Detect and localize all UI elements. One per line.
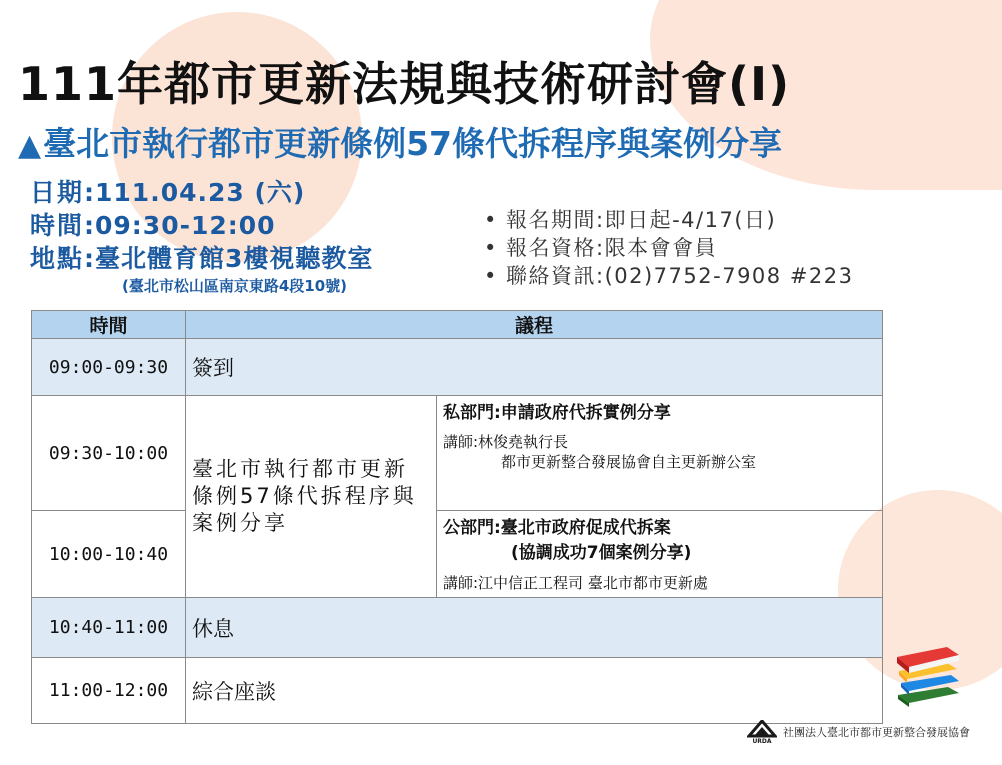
main-topic: 臺北市執行都市更新 條例57條代拆程序與 案例分享: [186, 396, 437, 598]
row-time: 11:00-12:00: [32, 658, 186, 724]
date-row: 日期:111.04.23 (六): [30, 178, 306, 207]
date-label: 日期: [30, 178, 85, 207]
public-heading-sub: (協調成功7個案例分享): [511, 543, 692, 563]
footer: [747, 720, 970, 744]
place-label: 地點: [30, 244, 85, 273]
private-sector-session: [437, 396, 883, 511]
table-row: [32, 658, 883, 724]
row-time: 10:00-10:40: [32, 511, 186, 598]
page-subtitle: [18, 118, 782, 165]
bullet-icon: •: [484, 264, 498, 288]
registration-info: [484, 206, 854, 290]
row-time: 09:00-09:30: [32, 339, 186, 396]
private-speaker-org: 都市更新整合發展協會自主更新辦公室: [501, 453, 757, 471]
row-item: 綜合座談: [186, 658, 883, 724]
private-heading: 私部門:申請政府代拆實例分享: [443, 403, 671, 423]
logo-text: URDA: [752, 738, 772, 744]
urda-logo-icon: [747, 720, 777, 744]
bullet-icon: •: [484, 236, 498, 260]
time-row: 時間:09:30-12:00: [30, 211, 276, 240]
bullet-icon: •: [484, 208, 498, 232]
row-item: 簽到: [186, 339, 883, 396]
public-speaker: 講師:江中信正工程司 臺北市都市更新處: [443, 574, 708, 592]
table-row: [32, 339, 883, 396]
time-value: 09:30-12:00: [95, 211, 276, 240]
subtitle-text: 臺北市執行都市更新條例57條代拆程序與案例分享: [43, 124, 783, 163]
registration-eligibility: • 報名資格:限本會會員: [484, 236, 718, 260]
header-program: 議程: [186, 311, 883, 339]
place-value: 臺北體育館3樓視聽教室: [95, 244, 374, 273]
place-row: 地點:臺北體育館3樓視聽教室: [30, 244, 374, 273]
row-time: 09:30-10:00: [32, 396, 186, 511]
table-row: [32, 396, 883, 511]
table-row: [32, 511, 883, 598]
date-value: 111.04.23 (六): [95, 178, 306, 207]
registration-contact: • 聯絡資訊:(02)7752-7908 #223: [484, 264, 854, 288]
public-sector-session: [437, 511, 883, 598]
agenda-table: [31, 310, 883, 724]
header-time: 時間: [32, 311, 186, 339]
table-row: [32, 598, 883, 658]
organization-name: 社團法人臺北市都市更新整合發展協會: [783, 726, 970, 739]
event-info: [30, 176, 373, 297]
private-speaker: 講師:林俊堯執行長: [443, 433, 569, 451]
row-time: 10:40-11:00: [32, 598, 186, 658]
public-heading: 公部門:臺北市政府促成代拆案: [443, 518, 671, 538]
row-item: 休息: [186, 598, 883, 658]
registration-period: • 報名期間:即日起-4/17(日): [484, 208, 777, 232]
page-title: 111年都市更新法規與技術研討會(Ⅰ): [18, 57, 791, 111]
agenda-header: [32, 311, 883, 339]
time-label: 時間: [30, 211, 85, 240]
address: (臺北市松山區南京東路4段10號): [122, 277, 348, 295]
books-icon: [893, 637, 963, 707]
triangle-marker-icon: ▲: [18, 128, 42, 163]
